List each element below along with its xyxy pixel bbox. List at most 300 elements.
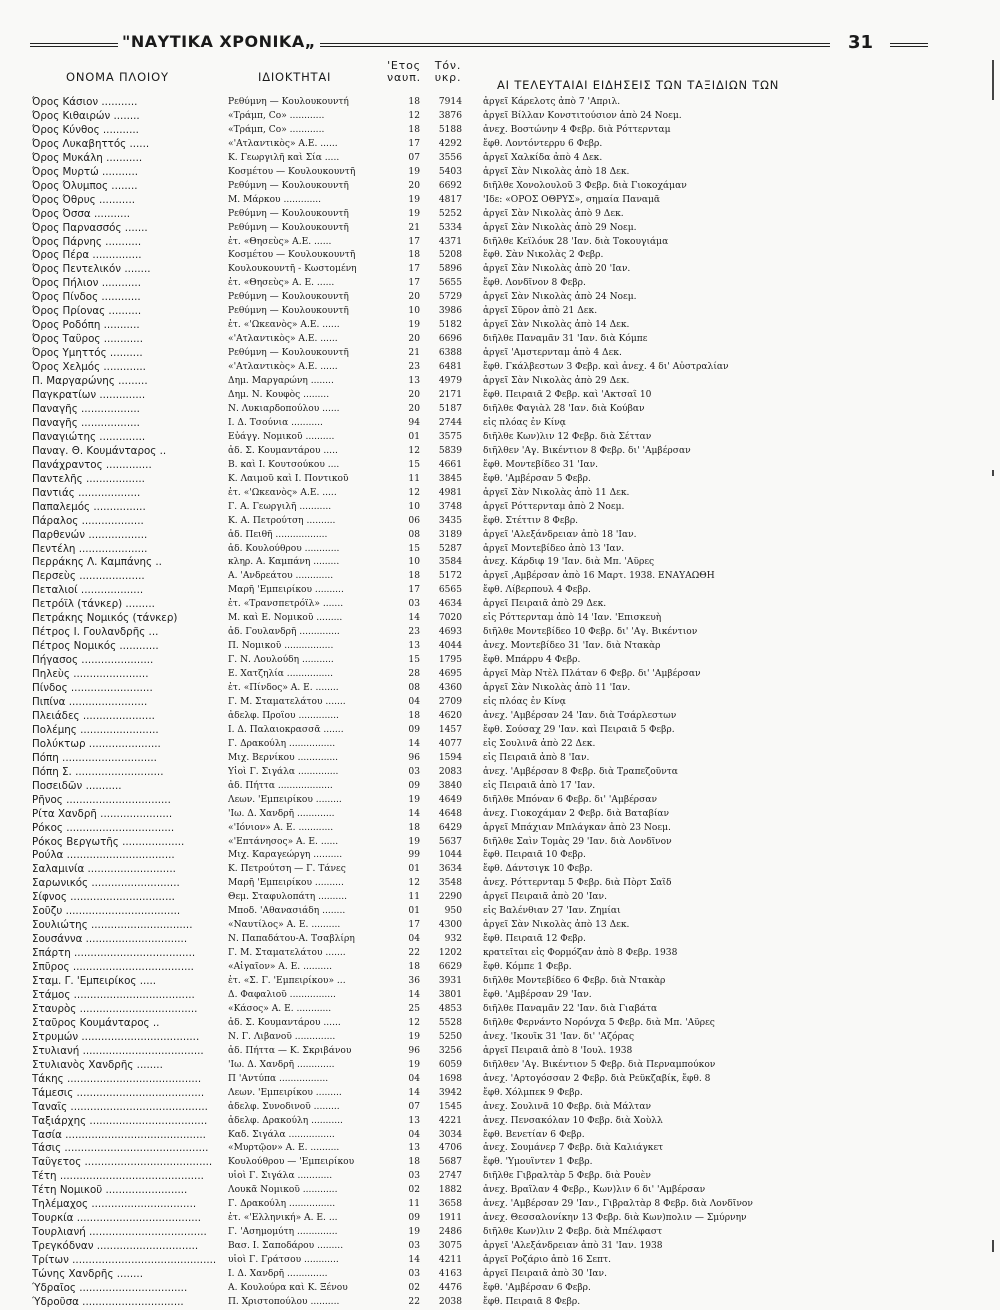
- voyage-news: ἔφθ. Κόμπε 1 Φεβρ.: [483, 962, 572, 973]
- tonnage: 5188: [438, 124, 462, 135]
- build-year: 18: [408, 97, 420, 107]
- owner: Β. καὶ Ι. Κουτσούκου ....: [228, 459, 340, 470]
- ship-name: Περράκης Λ. Καμπάνης ..: [32, 556, 162, 569]
- table-row: [0, 989, 1000, 1003]
- tonnage: 6059: [438, 1059, 462, 1070]
- table-row: [0, 808, 1000, 822]
- table-row: [0, 445, 1000, 459]
- header-rule-left: [30, 43, 118, 47]
- voyage-news: διῆλθε Φαγιὰλ 28 'Ιαν. διὰ Κούβαν: [483, 403, 645, 414]
- table-row: [0, 515, 1000, 529]
- build-year: 19: [408, 1031, 420, 1042]
- owner: «'Ατλαντικὸς» Α.Ε. ......: [228, 138, 338, 149]
- owner: Κοσμέτου — Κουλουκουντῆ: [228, 250, 356, 261]
- tonnage: 4292: [438, 138, 462, 149]
- table-row: [0, 333, 1000, 347]
- owner: Λεων. 'Εμπειρίκου .........: [228, 1087, 342, 1098]
- owner: «'Επτάνησος» Α. Ε. ......: [228, 836, 339, 847]
- tonnage: 3634: [438, 864, 462, 875]
- build-year: 17: [408, 585, 420, 596]
- tonnage: 4981: [438, 487, 462, 498]
- owner: Δ. Φαφαλιοῦ ................: [228, 990, 336, 1000]
- ship-name: Τουρκία ......................................: [32, 1212, 202, 1225]
- ship-name: Όρος Όσσα ...........: [32, 207, 131, 220]
- tonnage: 1698: [438, 1073, 462, 1084]
- tonnage: 5687: [438, 1157, 462, 1168]
- ship-name: Πολέμης ........................: [32, 723, 159, 736]
- owner: ἑτ. «Πίνδος» Α. Ε. ........: [228, 683, 339, 694]
- owner: «Αἰγαῖον» Α. Ε. ..........: [228, 962, 332, 973]
- owner: ἑτ. «'Ωκεανὸς» Α.Ε. .....: [228, 487, 337, 498]
- table-row: [0, 1282, 1000, 1296]
- tonnage: 4371: [438, 236, 462, 247]
- build-year: 01: [408, 864, 420, 875]
- build-year: 19: [408, 208, 420, 219]
- voyage-news: ἀργεῖ 'Αλεξάνδρειαν ἀπὸ 31 'Ιαν. 1938: [483, 1241, 663, 1252]
- owner: Α. Κουλούρα καὶ Κ. Ξένου: [228, 1283, 348, 1294]
- ship-name: Παρθενών ..................: [32, 528, 148, 541]
- table-row: [0, 794, 1000, 808]
- tonnage: 1795: [438, 655, 462, 666]
- table-row: [0, 236, 1000, 250]
- tonnage: 4661: [438, 459, 462, 470]
- table-row: [0, 263, 1000, 277]
- ship-name: Π. Μαργαρώνης .........: [32, 375, 148, 388]
- voyage-news: ἔφθ. Λονδῖνον 8 Φεβρ.: [483, 278, 586, 289]
- ship-name: Όρος Όλυμπος ........: [32, 179, 138, 192]
- ship-name: Όρος Πήλιον ............: [32, 277, 141, 290]
- ship-name: Τέτη Νομικοῦ .........................: [32, 1184, 188, 1197]
- page-header: [30, 30, 920, 60]
- ship-name: Όρος Πεντελικόν ........: [32, 263, 151, 276]
- table-row: [0, 1017, 1000, 1031]
- voyage-news: ἀνεχ. Βοστώνην 4 Φεβρ. διὰ Ρόττερνταμ: [483, 124, 671, 135]
- build-year: 19: [408, 320, 420, 331]
- owner: Κοσμέτου — Κουλουκουντῆ: [228, 166, 356, 177]
- build-year: 09: [408, 724, 420, 735]
- tonnage: 4648: [438, 808, 462, 819]
- build-year: 07: [408, 152, 420, 163]
- owner: «Τράμπ, Co» ............: [228, 124, 325, 135]
- tonnage: 2744: [438, 417, 462, 428]
- voyage-news: ἀνεχ. Βραΐλαν 4 Φεβρ., Κων)λιν 6 δι' 'Αμβέρσαν: [483, 1185, 706, 1196]
- owner: Καδ. Σιγάλα ................: [228, 1129, 335, 1140]
- tonnage: 6481: [438, 362, 462, 373]
- tonnage: 7020: [438, 613, 462, 624]
- table-row: [0, 710, 1000, 724]
- table-row: [0, 849, 1000, 863]
- table-row: [0, 96, 1000, 110]
- voyage-news: ἀργεῖ Ρόττερνταμ ἀπὸ 2 Νοεμ.: [483, 501, 625, 512]
- tonnage: 3584: [438, 557, 462, 568]
- build-year: 15: [408, 655, 420, 666]
- build-year: 07: [408, 1101, 420, 1112]
- ship-name: Πλειάδες ......................: [32, 709, 155, 722]
- build-year: 20: [408, 334, 420, 345]
- tonnage: 3075: [438, 1241, 462, 1252]
- voyage-news: διῆλθε Κεϊλόυκ 28 'Ιαν. διὰ Τοκουγιάμα: [483, 236, 669, 247]
- build-year: 09: [408, 780, 420, 791]
- build-year: 20: [408, 180, 420, 191]
- header-rule-right: [890, 43, 928, 47]
- tonnage: 5172: [438, 571, 462, 582]
- build-year: 13: [408, 1115, 420, 1126]
- table-row: [0, 319, 1000, 333]
- voyage-news: ἀνεχ. 'Αμβέρσαν 24 'Ιαν. διὰ Τσάρλεστων: [483, 710, 677, 721]
- voyage-news: ἀργεῖ Σὰν Νικολὰς ἀπὸ 11 Δεκ.: [483, 487, 630, 498]
- owner: Δημ. Μαργαρώνη ........: [228, 376, 334, 387]
- ship-name: Όρος Μυρτώ ...........: [32, 165, 138, 178]
- owner: ἑτ. «'Ωκεανὸς» Α.Ε. ......: [228, 320, 340, 331]
- build-year: 04: [408, 1073, 420, 1084]
- table-row: [0, 696, 1000, 710]
- owner: Γ. 'Ασημομύτη ..............: [228, 1227, 338, 1238]
- build-year: 14: [408, 808, 420, 819]
- ship-name: Όρος Λυκαβηττός ......: [32, 137, 150, 150]
- build-year: 15: [408, 459, 420, 470]
- tonnage: 3748: [438, 501, 462, 512]
- table-row: [0, 1226, 1000, 1240]
- owner: ἀδ. Σ. Κουμαντάρου .....: [228, 445, 338, 456]
- tonnage: 3658: [438, 1199, 462, 1210]
- tonnage: 4476: [438, 1283, 462, 1294]
- voyage-news: ἔφθ. 'Υμουΐντεν 1 Φεβρ.: [483, 1157, 593, 1168]
- build-year: 22: [408, 1296, 420, 1307]
- owner: Ε. Χατζηλία ................: [228, 669, 334, 680]
- ship-name: Όρος Πέρα ...............: [32, 249, 142, 262]
- voyage-news: ἔφθ. Λίβερπουλ 4 Φεβρ.: [483, 585, 591, 596]
- voyage-news: ἀργεῖ Μὰρ Ντὲλ Πλάταν 6 Φεβρ. δι' 'Αμβέρσαν: [483, 669, 701, 680]
- owner: 'Ιω. Δ. Χανδρῆ .............: [228, 808, 335, 819]
- tonnage: 2083: [438, 766, 462, 777]
- owner: ἑτ. «Θησεὺς» Α.Ε. ......: [228, 236, 332, 247]
- owner: «Ναυτίλος» Α. Ε. ..........: [228, 920, 341, 931]
- build-year: 12: [408, 1017, 420, 1028]
- owner: Π. Χριστοπούλου ..........: [228, 1296, 340, 1307]
- build-year: 11: [408, 892, 420, 903]
- ship-name: Πιπίνα ........................: [32, 695, 148, 708]
- table-row: [0, 961, 1000, 975]
- tonnage: 4211: [438, 1255, 462, 1266]
- build-year: 18: [408, 1157, 420, 1168]
- ship-name: Ταξιάρχης ....................................: [32, 1114, 208, 1127]
- build-year: 11: [408, 473, 420, 484]
- owner: Κ. Πετρούτση — Γ. Τάνες: [228, 864, 346, 875]
- build-year: 17: [408, 264, 420, 275]
- voyage-news: διῆλθε Μπόναν 6 Φεβρ. δι' 'Αμβέρσαν: [483, 794, 658, 805]
- voyage-news: ἀνεχ. Κάρδιφ 19 'Ιαν. διὰ Μπ. 'Αϋρες: [483, 557, 655, 568]
- voyage-news: ἔφθ. Γκάλβεστων 3 Φεβρ. καὶ ἀνεχ. 4 δι' Αὐστραλίαν: [483, 362, 729, 373]
- voyage-news: ἀργεῖ Βίλλαν Κονστιτούσιον ἀπὸ 24 Νοεμ.: [483, 110, 682, 121]
- table-row: [0, 291, 1000, 305]
- tonnage: 950: [444, 906, 462, 917]
- ship-name: Τρεγκόδναν ...............................: [32, 1240, 199, 1253]
- voyage-news: ἔφθ. Σὰν Νικολὰς 2 Φεβρ.: [483, 250, 604, 261]
- voyage-news: ἀργεῖ Μπάχιαν Μπλάγκαν ἀπὸ 23 Νοεμ.: [483, 822, 671, 833]
- ship-name: Ταναΐς ..........................................: [32, 1100, 208, 1113]
- owner: Α. 'Ανδρεάτου .............: [228, 571, 334, 582]
- build-year: 23: [408, 362, 420, 373]
- owner: Γ. Ν. Λουλούδη ...........: [228, 655, 334, 666]
- owner: ἀδ. Πειθῆ ..................: [228, 529, 328, 540]
- tonnage: 2709: [438, 696, 462, 707]
- owner: Π. Νομικοῦ .................: [228, 641, 334, 652]
- owner: 'Ιω. Δ. Χανδρῆ .............: [228, 1059, 335, 1070]
- voyage-news: διῆλθε Χονολουλοῦ 3 Φεβρ. διὰ Γιοκοχάμαν: [483, 180, 687, 191]
- ship-name: Όρος Πρίονας ..........: [32, 305, 142, 318]
- owner: ἀδ. Σ. Κουμαντάρου ......: [228, 1017, 341, 1028]
- table-row: [0, 1059, 1000, 1073]
- tonnage: 4695: [438, 669, 462, 680]
- ship-name: Στυλιανή .....................................: [32, 1044, 204, 1057]
- voyage-news: ἀνεχ. 'Αρτογόσσαν 2 Φεβρ. διὰ Ρεϋκζαβίκ, ἔφθ. 8: [483, 1073, 711, 1084]
- tonnage: 1882: [438, 1185, 462, 1196]
- voyage-news: ἀργεῖ Χαλκίδα ἀπὸ 4 Δεκ.: [483, 152, 603, 163]
- ship-name: Όρος Κάσιον ...........: [32, 96, 138, 108]
- ship-name: Τάσις ............................................: [32, 1142, 209, 1155]
- build-year: 02: [408, 1283, 420, 1294]
- tonnage: 3986: [438, 306, 462, 317]
- tonnage: 4360: [438, 683, 462, 694]
- table-row: [0, 640, 1000, 654]
- ship-name: Ύδροῦσα ...............................: [32, 1295, 184, 1308]
- table-row: [0, 752, 1000, 766]
- page-edge-mark: [992, 60, 994, 100]
- table-row: [0, 1254, 1000, 1268]
- header-rule-middle: [320, 43, 830, 47]
- table-row: [0, 822, 1000, 836]
- ship-name: Όρος Παρνασσός .......: [32, 221, 148, 234]
- voyage-news: διῆλθε Παναμᾶν 22 'Ιαν. διὰ Γιαβάτα: [483, 1003, 658, 1014]
- tonnage: 7914: [438, 97, 462, 107]
- voyage-news: ἔφθ. Πειραιᾶ 8 Φεβρ.: [483, 1296, 581, 1307]
- voyage-news: διῆλθε Κων)λιν 12 Φεβρ. διὰ Σέτταν: [483, 431, 652, 442]
- tonnage: 4221: [438, 1115, 462, 1126]
- build-year: 02: [408, 1185, 420, 1196]
- build-year: 15: [408, 543, 420, 554]
- build-year: 18: [408, 571, 420, 582]
- owner: «Μυρτῷον» Α. Ε. ..........: [228, 1143, 340, 1154]
- owner: ἀδ. Κουλούθρου ............: [228, 543, 340, 554]
- ship-name: Ρούλα .................................: [32, 849, 175, 862]
- voyage-news: ἔφθ. Σούσαχ 29 'Ιαν. καὶ Πειραιᾶ 5 Φεβρ.: [483, 724, 675, 735]
- build-year: 12: [408, 110, 420, 121]
- build-year: 04: [408, 1129, 420, 1140]
- table-row: [0, 194, 1000, 208]
- build-year: 22: [408, 948, 420, 959]
- build-year: 13: [408, 641, 420, 652]
- ship-name: Τασία ...........................................: [32, 1128, 206, 1141]
- build-year: 12: [408, 878, 420, 889]
- owner: ἑτ. «Τρανσπετρόϊλ» .......: [228, 599, 344, 610]
- voyage-news: ἀργεῖ ,Αμβέρσαν ἀπὸ 16 Μαρτ. 1938. ΕΝΑΥΑΩΘΗ: [483, 571, 715, 582]
- tonnage: 5729: [438, 292, 462, 303]
- build-year: 12: [408, 445, 420, 456]
- build-year: 13: [408, 1143, 420, 1154]
- owner: Μιχ. Βερνίκου ..............: [228, 752, 339, 763]
- owner: ἑτ. «'Ελληνική» Α. Ε. ...: [228, 1213, 338, 1224]
- tonnage: 5182: [438, 320, 462, 331]
- voyage-news: ἔφθ. 'Αμβέρσαν 29 'Ιαν.: [483, 990, 592, 1000]
- owner: ἀδελφ. Συνοδινοῦ .........: [228, 1101, 340, 1112]
- table-row: [0, 529, 1000, 543]
- voyage-news: διῆλθε Μοντεβίδεο 6 Φεβρ. διὰ Ντακὰρ: [483, 976, 666, 987]
- table-row: [0, 417, 1000, 431]
- voyage-news: ἀνεχ. 'Αμβέρσαν 8 Φεβρ. διὰ Τραπεζοῦντα: [483, 766, 678, 777]
- page-number: 31: [848, 32, 874, 53]
- ship-name: Τάμεσις .......................................: [32, 1086, 205, 1099]
- voyage-news: εἰς πλόας ἐν Κίνᾳ: [483, 696, 566, 707]
- tonnage: 6629: [438, 962, 462, 973]
- column-header-ship-name: ΟΝΟΜΑ ΠΛΟΙΟΥ: [66, 70, 169, 84]
- build-year: 06: [408, 515, 420, 526]
- owner: «'Ατλαντικὸς» Α.Ε. ......: [228, 362, 338, 373]
- ship-name: Πετρόϊλ (τάνκερ) .........: [32, 598, 155, 611]
- owner: Ν. Παπαδάτου-Α. Τσαβλίρη: [228, 934, 355, 945]
- tonnage: 3556: [438, 152, 462, 163]
- tonnage: 3034: [438, 1129, 462, 1140]
- ship-name: Πέτρος Νομικός ............: [32, 640, 159, 653]
- voyage-news: ἔφθ. 'Αμβέρσαν 5 Φεβρ.: [483, 473, 591, 484]
- table-row: [0, 738, 1000, 752]
- ship-name: Παναγ. Θ. Κουμάνταρος ..: [32, 444, 167, 457]
- tonnage: 3189: [438, 529, 462, 540]
- table-row: [0, 403, 1000, 417]
- build-year: 03: [408, 1241, 420, 1252]
- tonnage: 4853: [438, 1003, 462, 1014]
- owner: Μιχ. Καραγεώργη ..........: [228, 850, 343, 861]
- owner: Μαρῆ 'Εμπειρίκου ..........: [228, 585, 344, 596]
- voyage-news: ἀνεχ. Μοντεβίδεο 31 'Ιαν. διὰ Ντακὰρ: [483, 641, 661, 652]
- table-row: [0, 1073, 1000, 1087]
- voyage-news: ἀργεῖ Σὰν Νικολὰς ἀπὸ 18 Δεκ.: [483, 166, 630, 177]
- build-year: 10: [408, 306, 420, 317]
- table-row: [0, 1156, 1000, 1170]
- tonnage: 5839: [438, 445, 462, 456]
- voyage-news: εἰς πλόας ἐν Κίνᾳ: [483, 417, 566, 428]
- tonnage: 6692: [438, 180, 462, 191]
- owner: «Τράμπ, Co» ............: [228, 110, 325, 121]
- ship-name: Τώνης Χανδρῆς ........: [32, 1268, 143, 1281]
- build-year: 21: [408, 348, 420, 359]
- voyage-news: ἀνεχ. Σουλινᾶ 10 Φεβρ. διὰ Μάλταν: [483, 1101, 651, 1112]
- column-header-tons: Τόν. υκρ.: [434, 59, 462, 84]
- ship-name: Παντελῆς ..................: [32, 472, 145, 485]
- ship-name: Τρίτων ............................................: [32, 1254, 217, 1267]
- ship-name: Όρος Πίνδος ............: [32, 291, 141, 304]
- column-header-owners: ΙΔΙΟΚΤΗΤΑΙ: [258, 70, 332, 84]
- table-row: [0, 208, 1000, 222]
- build-year: 14: [408, 738, 420, 749]
- voyage-news: ἀργεῖ Σὰν Νικολὰς ἀπὸ 29 Δεκ.: [483, 376, 630, 387]
- owner: Π 'Αντύπα .................: [228, 1073, 329, 1084]
- ship-name: Πολύκτωρ ......................: [32, 737, 161, 750]
- ship-name: Όρος Κύνθος ...........: [32, 123, 139, 136]
- owner: Μποδ. 'Αθανασιάδη ........: [228, 906, 346, 917]
- tonnage: 1044: [438, 850, 462, 861]
- table-row: [0, 1115, 1000, 1129]
- tonnage: 4044: [438, 641, 462, 652]
- ship-name: Πίνδος .........................: [32, 682, 153, 695]
- tonnage: 5287: [438, 543, 462, 554]
- ship-name: Όρος Κιθαιρών ........: [32, 109, 140, 122]
- tonnage: 6388: [438, 348, 462, 359]
- voyage-news: ἀργεῖ Σὰν Νικολὰς ἀπὸ 20 'Ιαν.: [483, 264, 631, 275]
- voyage-news: ἀργεῖ Πειραιᾶ ἀπὸ 30 'Ιαν.: [483, 1269, 607, 1280]
- table-row: [0, 556, 1000, 570]
- tonnage: 5334: [438, 222, 462, 233]
- build-year: 17: [408, 138, 420, 149]
- ship-name: Παγκρατίων ..............: [32, 389, 146, 402]
- build-year: 17: [408, 278, 420, 289]
- owner: Εὐάγγ. Νομικοῦ ..........: [228, 431, 335, 442]
- voyage-news: ἔφθ. Πειραιᾶ 2 Φεβρ. καὶ 'Ακτσαΐ 10: [483, 390, 652, 401]
- build-year: 20: [408, 403, 420, 414]
- voyage-news: ἀργεῖ Σὰν Νικολὰς ἀπὸ 11 'Ιαν.: [483, 683, 631, 694]
- table-row: [0, 724, 1000, 738]
- owner: Κ. Α. Πετρούτση ..........: [228, 515, 336, 526]
- build-year: 19: [408, 794, 420, 805]
- voyage-news: ἔφθ. Μπάρρυ 4 Φεβρ.: [483, 655, 581, 666]
- tonnage: 3435: [438, 515, 462, 526]
- table-row: [0, 584, 1000, 598]
- column-header-year: 'Ετος ναυπ.: [387, 59, 421, 84]
- owner: Κουλούθρου — 'Εμπειρίκου: [228, 1157, 355, 1168]
- owner: Γ. Μ. Σταματελάτου .......: [228, 696, 346, 707]
- build-year: 11: [408, 1199, 420, 1210]
- table-row: [0, 877, 1000, 891]
- table-row: [0, 598, 1000, 612]
- ship-name: Παναγῆς ..................: [32, 416, 140, 429]
- voyage-news: ἀργεῖ Σῦρον ἀπὸ 21 Δεκ.: [483, 306, 598, 317]
- table-row: [0, 110, 1000, 124]
- table-row: [0, 180, 1000, 194]
- voyage-news: ἔφθ. Χόλμπεκ 9 Φεβρ.: [483, 1087, 583, 1098]
- ship-list: [0, 96, 1000, 1310]
- table-row: [0, 891, 1000, 905]
- voyage-news: ἀργεῖ 'Αλεξάνδρειαν ἀπὸ 18 'Ιαν.: [483, 529, 637, 540]
- owner: Κουλουκουντῆ - Κωστομένη: [228, 264, 357, 275]
- table-row: [0, 1198, 1000, 1212]
- voyage-news: ἀνεχ. Πενσακόλαν 10 Φεβρ. διὰ Χοὺλλ: [483, 1115, 663, 1126]
- table-row: [0, 138, 1000, 152]
- voyage-news: ἀνεχ. 'Ικουΐκ 31 'Ιαν. δι' 'Αζόρας: [483, 1031, 635, 1042]
- voyage-news: διῆλθε Γιβραλτὰρ 5 Φεβρ. διὰ Ρουὲν: [483, 1171, 651, 1182]
- voyage-news: ἀργεῖ Μοντεβίδεο ἀπὸ 13 'Ιαν.: [483, 543, 625, 554]
- build-year: 19: [408, 1059, 420, 1070]
- ship-name: Πέτρος Ι. Γουλανδρῆς ...: [32, 626, 159, 639]
- table-row: [0, 1268, 1000, 1282]
- ship-name: Πόπη .............................: [32, 751, 157, 764]
- owner: Ρεθύμνη — Κουλουκουντῆ: [228, 306, 349, 317]
- build-year: 19: [408, 1227, 420, 1238]
- build-year: 19: [408, 194, 420, 205]
- ship-name: Σουλιώτης ...............................: [32, 919, 193, 932]
- ship-name: Στάμος .....................................: [32, 989, 195, 1001]
- ship-name: Τάκης .........................................: [32, 1072, 202, 1085]
- owner: Βασ. Ι. Σαποδάρου .........: [228, 1241, 344, 1252]
- table-row: [0, 222, 1000, 236]
- tonnage: 3575: [438, 431, 462, 442]
- ship-name: Σταυρὸς ....................................: [32, 1002, 198, 1015]
- owner: ἑτ. «Θησεὺς» Α. Ε. ......: [228, 278, 335, 289]
- tonnage: 1911: [438, 1213, 462, 1224]
- owner: Ρεθύμνη — Κουλουκουντῆ: [228, 222, 349, 233]
- tonnage: 5528: [438, 1017, 462, 1028]
- build-year: 18: [408, 124, 420, 135]
- tonnage: 932: [444, 934, 462, 945]
- voyage-news: ἀνεχ. Σουμάνερ 7 Φεβρ. διὰ Καλιάγκετ: [483, 1143, 664, 1154]
